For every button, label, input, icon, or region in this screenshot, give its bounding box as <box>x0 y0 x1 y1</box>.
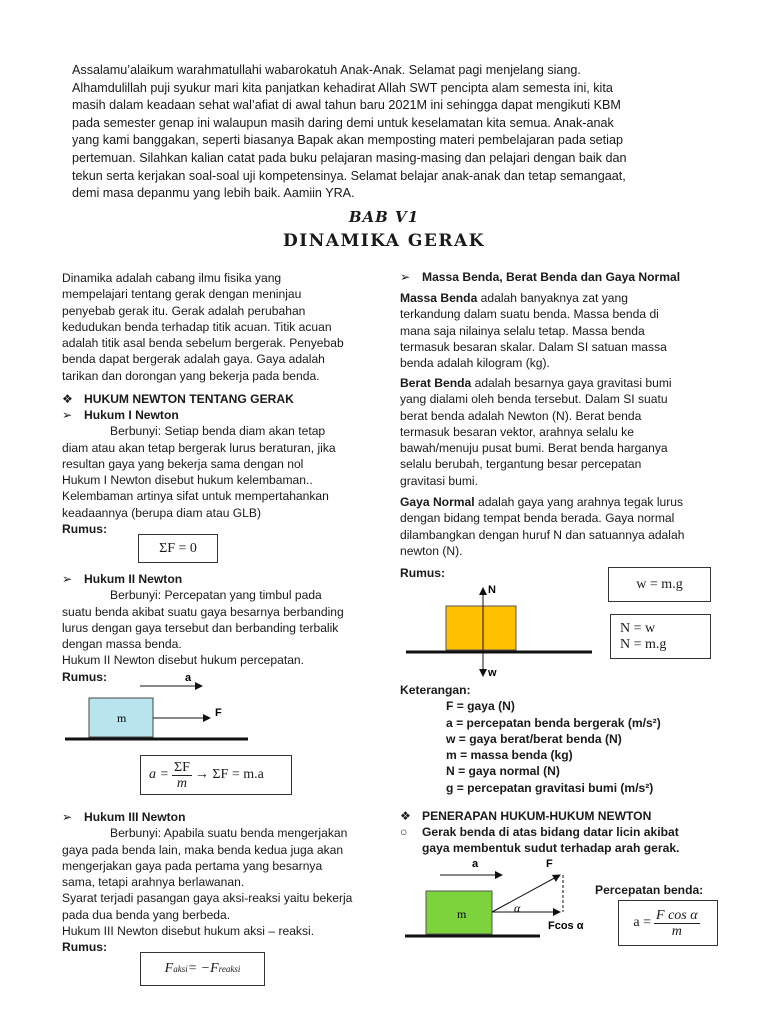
keterangan-item: m = massa benda (kg) <box>446 748 573 763</box>
diamond-bullet-icon: ❖ <box>400 809 411 823</box>
formula-application: a = $\frac{\text{F cos α}}{m}$ <box>618 900 718 946</box>
diamond-bullet-icon: ❖ <box>62 392 73 406</box>
arrow-bullet-icon: ➢ <box>400 270 411 284</box>
law2-line: dengan massa benda. <box>62 637 182 652</box>
normal-line: dengan bidang tempat benda berada. Gaya normal <box>400 511 675 526</box>
intro-line: Alhamdulillah puji syukur mari kita panjatkan kehadirat Allah SWT pencipta alam semesta ini, kita <box>72 80 613 95</box>
intro-line: masih dalam keadaan sehat wal’afiat di awal tahun baru 2021M ini sehingga dapat mengikuti KBM <box>72 98 621 113</box>
weight-line: bawah/menuju pusat bumi. Berat benda harganya <box>400 441 668 456</box>
mass-line: mana saja nilainya selalu tetap. Massa benda <box>400 323 645 338</box>
circle-bullet-icon: ○ <box>400 825 408 839</box>
law1-line: resultan gaya yang bekerja sama dengan nol <box>62 456 304 471</box>
definition-line: adalah titik asal benda sebelum bergerak. Penyebab <box>62 336 344 351</box>
definition-line: mempelajari tentang gerak dengan meninjau <box>62 287 302 302</box>
intro-paragraph <box>72 62 712 203</box>
definition-line: tarikan dan dorongan yang bekerja pada benda. <box>62 368 320 383</box>
angled-force-diagram <box>400 855 600 945</box>
intro-line: Assalamu’alaikum warahmatullahi wabarokatuh Anak-Anak. Selamat pagi menjelang siang. <box>72 63 581 77</box>
definition-line: benda dapat bergerak adalah gaya. Gaya adalah <box>62 352 325 367</box>
law1-line: Kelembaman artinya sifat untuk mempertahankan <box>62 489 329 504</box>
weight-paragraph: Berat Benda adalah besarnya gaya gravitasi bumi yang dialami oleh benda tersebut. Dalam SI suatu berat benda adalah Newton (N). Berat benda termasuk besaran vektor, arahnya selalu ke bawah/menuju pusat bumi. Berat benda harganya selalu berubah, tergantung besar percepatan gravitasi bumi. <box>400 375 720 489</box>
formula-weight: w = m.g <box>608 567 711 602</box>
law2-line: lurus dengan gaya tersebut dan berbanding terbalik <box>62 620 339 635</box>
section-heading-application: ❖ PENERAPAN HUKUM-HUKUM NEWTON <box>400 809 652 823</box>
keterangan-item: N = gaya normal (N) <box>446 764 560 779</box>
law1-line: Berbunyi: Setiap benda diam akan tetap <box>110 424 326 439</box>
mass-label: m <box>457 907 467 921</box>
definition-line: penyebab gerak itu. Gerak adalah perubahan <box>62 303 306 318</box>
section-heading-newton: ❖ HUKUM NEWTON TENTANG GERAK <box>62 392 294 406</box>
force-label: F <box>546 858 553 870</box>
formula-law1: ΣF = 0 <box>138 534 218 563</box>
weight-line: gravitasi bumi. <box>400 473 478 488</box>
section-heading-mass: ➢ Massa Benda, Berat Benda dan Gaya Normal <box>400 270 681 284</box>
accel-label: a <box>472 858 479 870</box>
law1-line: keadaannya (berupa diam atau GLB) <box>62 505 262 520</box>
normal-line: dilambangkan dengan huruf N dan satuannya adalah <box>400 527 685 542</box>
angled-force-arrow <box>492 875 560 912</box>
weight-line: termasuk besaran vektor, arahnya selalu ke <box>400 424 634 439</box>
law3-line: Syarat terjadi pasangan gaya aksi-reaksi yaitu bekerja <box>62 891 353 906</box>
law3-block <box>62 809 362 956</box>
mass-paragraph: Massa Benda adalah banyaknya zat yang terkandung dalam suatu benda. Massa benda di mana saja nilainya selalu tetap. Massa benda termasuk besaran skalar. Dalam SI satuan massa benda adalah kilogram (kg). <box>400 290 720 371</box>
weight-label: w <box>488 667 497 679</box>
normal-force-diagram <box>400 578 600 683</box>
keterangan-item: a = percepatan benda bergerak (m/s²) <box>446 715 661 730</box>
keterangan-block <box>400 682 720 796</box>
intro-line: yang kami banggakan, seperti biasanya Bapak akan memposting materi pembelajaran pada setiap <box>72 133 623 148</box>
chapter-title: DINAMIKA GERAK <box>283 231 485 251</box>
law2-line: suatu benda akibat suatu gaya besarnya berbanding <box>62 604 344 619</box>
mass-line: benda adalah kilogram (kg). <box>400 356 550 371</box>
chapter-number: BAB V1 <box>348 208 420 226</box>
normal-paragraph: Gaya Normal adalah gaya yang arahnya tegak lurus dengan bidang tempat benda berada. Gaya normal dilambangkan dengan huruf N dan satuannya adalah newton (N). <box>400 494 720 559</box>
law3-line: pada dua benda yang berbeda. <box>62 907 231 922</box>
normal-line: newton (N). <box>400 543 463 558</box>
intro-line: pada semester genap ini walaupun masih daring demi untuk keselamatan kita semua. Anak-anak <box>72 115 614 130</box>
accel-label: a <box>185 672 192 684</box>
angle-label: α <box>514 901 521 915</box>
arrow-bullet-icon: ➢ <box>62 572 73 586</box>
law2-block <box>62 571 362 685</box>
intro-line: demi masa depanmu yang lebih baik. Aamiin YRA. <box>72 186 355 201</box>
keterangan-item: F = gaya (N) <box>446 699 515 714</box>
law2-line: Hukum II Newton disebut hukum percepatan. <box>62 653 305 668</box>
formula-law3: F aksi = −F reaksi <box>140 952 265 986</box>
component-label: Fcos α <box>548 920 584 932</box>
definition-line: kedudukan benda terhadap titik acuan. Titik acuan <box>62 319 332 334</box>
keterangan-item: g = percepatan gravitasi bumi (m/s²) <box>446 780 654 795</box>
application-item: ○ Gerak benda di atas bidang datar licin akibat gaya membentuk sudut terhadap arah gerak. <box>400 825 680 856</box>
law1-block <box>62 407 362 537</box>
mass-line: terkandung dalam suatu benda. Massa benda di <box>400 307 659 322</box>
law3-line: Berbunyi: Apabila suatu benda mengerjakan <box>110 826 348 841</box>
weight-block <box>446 606 516 650</box>
law1-line: diam atau akan tetap bergerak lurus beraturan, jika <box>62 440 336 455</box>
arrow-bullet-icon: ➢ <box>62 408 73 422</box>
formula-law2: a = $\frac{\Sigma F}{m}$ → ΣF = m.a <box>140 755 292 795</box>
weight-line: berat benda adalah Newton (N). Berat benda <box>400 408 642 423</box>
law3-line: mengerjakan gaya pada pertama yang besarnya <box>62 858 323 873</box>
normal-term: Gaya Normal <box>400 495 475 509</box>
law1-heading: ➢ Hukum I Newton <box>62 408 179 422</box>
law1-rumus-label: Rumus: <box>62 522 108 537</box>
mass-term: Massa Benda <box>400 291 478 305</box>
law2-diagram <box>62 670 262 745</box>
law2-heading: ➢ Hukum II Newton <box>62 572 183 586</box>
weight-line: selalu berubah, tergantung besar percepatan <box>400 457 642 472</box>
normal-label: N <box>488 584 496 596</box>
weight-line: yang dialami oleh benda tersebut. Dalam SI suatu <box>400 392 668 407</box>
law1-line: Hukum I Newton disebut hukum kelembaman.. <box>62 473 313 488</box>
law3-line: Hukum III Newton disebut hukum aksi – reaksi. <box>62 924 315 939</box>
force-label: F <box>215 707 222 719</box>
keterangan-item: w = gaya berat/berat benda (N) <box>446 731 622 746</box>
law3-line: sama, tetapi arahnya berlawanan. <box>62 875 245 890</box>
law2-line: Berbunyi: Percepatan yang timbul pada <box>110 588 322 603</box>
formula-normal: N = w N = m.g <box>610 614 711 659</box>
definition-paragraph <box>62 270 362 384</box>
law3-line: gaya pada benda lain, maka benda kedua juga akan <box>62 842 344 857</box>
arrow-bullet-icon: ➢ <box>62 810 73 824</box>
intro-line: pertemuan. Silahkan kalian catat pada buku pelajaran masing-masing dan pelajari dengan baik dan <box>72 150 627 165</box>
mass-label: m <box>117 711 127 725</box>
law3-rumus-label: Rumus: <box>62 940 108 955</box>
weight-term: Berat Benda <box>400 376 472 390</box>
keterangan-label: Keterangan: <box>400 683 471 697</box>
law2-rumus-label: Rumus: <box>62 669 108 684</box>
accel-caption: Percepatan benda: <box>595 883 704 897</box>
mass-line: termasuk besaran skalar. Dalam SI satuan massa <box>400 339 667 354</box>
intro-line: tekun serta kerjakan soal-soal uji kompetensinya. Selamat belajar anak-anak dan tetap semangaat, <box>72 168 626 183</box>
law3-heading: ➢ Hukum III Newton <box>62 810 186 824</box>
right-rumus-label: Rumus: <box>400 566 446 580</box>
definition-line: Dinamika adalah cabang ilmu fisika yang <box>62 271 282 285</box>
